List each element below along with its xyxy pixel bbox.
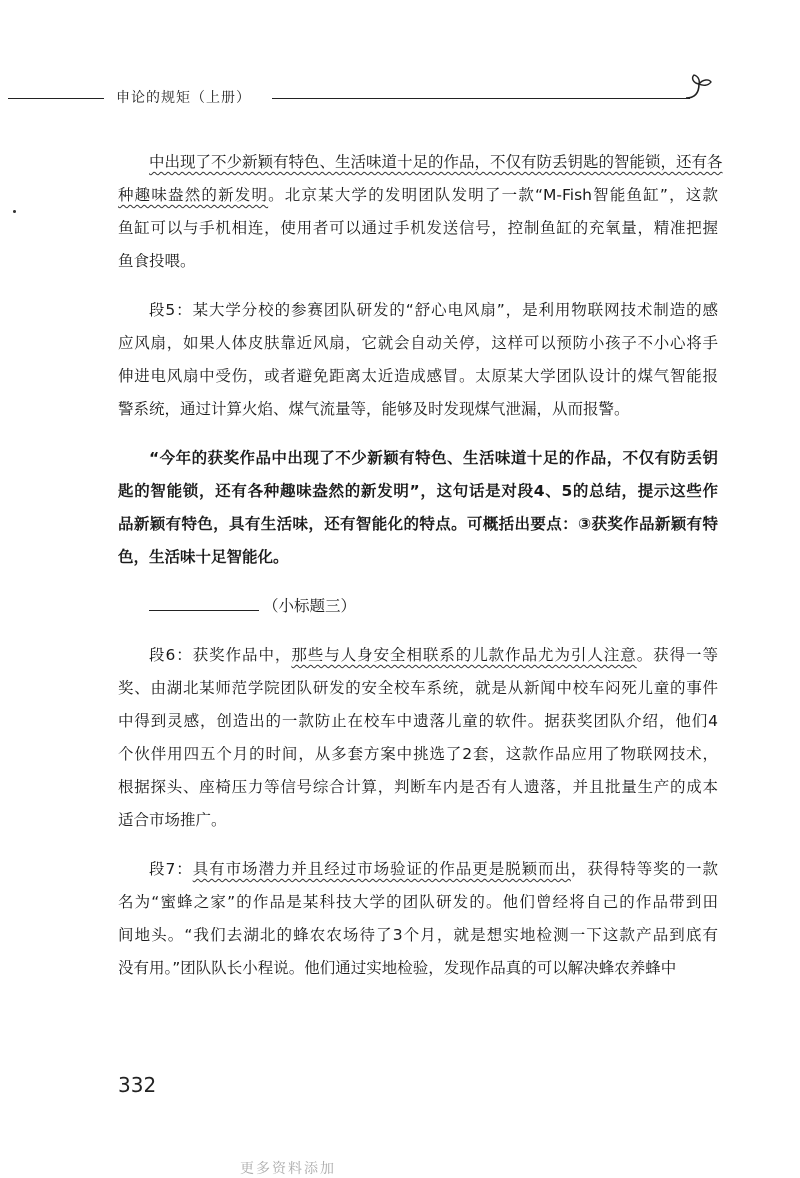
text-line	[118, 804, 718, 837]
text-line	[118, 442, 718, 475]
text-line	[118, 738, 718, 771]
paragraph-3-analysis	[118, 442, 718, 574]
scan-speck	[13, 210, 16, 213]
wavy-underlined-phrase: 种趣味盎然的新发明	[118, 186, 269, 204]
text-run: 中得到灵感，创造出的一款防止在校车中遗落儿童的软件。据获奖团队介绍，他们4	[118, 712, 718, 730]
text-run: 间地头。“我们去湖北的蜂农农场待了3个月，就是想实地检测一下这款产品到底有	[118, 926, 718, 944]
sprout-ornament-icon	[682, 70, 716, 104]
text-run: 个伙伴用四五个月的时间，从多套方案中挑选了2套，这款作品应用了物联网技术，	[118, 745, 718, 763]
text-line	[118, 212, 718, 245]
text-line	[118, 508, 718, 541]
header-rule-right	[272, 98, 690, 99]
text-run: 段5：某大学分校的参赛团队研发的“舒心电风扇”，是利用物联网技术制造的感	[149, 301, 718, 319]
bold-text: 匙的智能锁，还有各种趣味盎然的新发明”，这句话是对段4、5的总结，提示这些作	[118, 482, 718, 500]
paragraph-5	[118, 853, 718, 985]
wavy-underlined-phrase: 中出现了不少新颖有特色、生活味道十足的作品，不仅有防丢钥匙的智能锁，还有各	[149, 153, 723, 171]
text-run: 段6：获奖作品中，	[149, 646, 292, 664]
text-run: 警系统，通过计算火焰、煤气流量等，能够及时发现煤气泄漏，从而报警。	[118, 400, 630, 418]
text-line	[118, 475, 718, 508]
text-run: 鱼食投喂。	[118, 252, 196, 270]
text-run: 根据探头、座椅压力等信号综合计算，判断车内是否有人遗落，并且批量生产的成本	[118, 778, 718, 796]
text-line	[118, 886, 718, 919]
text-line	[118, 179, 718, 212]
text-run: 鱼缸可以与手机相连，使用者可以通过手机发送信号，控制鱼缸的充氧量，精准把握	[118, 219, 718, 237]
body-text	[118, 146, 723, 985]
subtitle-blank-line	[118, 590, 718, 623]
text-line	[118, 541, 718, 574]
text-line	[118, 360, 718, 393]
footer-watermark: 更多资料添加	[240, 1161, 336, 1177]
paragraph-1	[118, 146, 723, 278]
running-header	[0, 70, 800, 110]
text-line	[118, 327, 718, 360]
text-line	[118, 393, 718, 426]
paragraph-4	[118, 639, 718, 837]
bold-text: 品新颖有特色，具有生活味，还有智能化的特点。可概括出要点：③获奖作品新颖有特	[118, 515, 718, 533]
text-run: ，获得特等奖的一款	[570, 860, 718, 878]
header-rule-left	[8, 98, 104, 99]
text-line	[118, 919, 718, 952]
text-run: 适合市场推广。	[118, 811, 227, 829]
text-line	[118, 771, 718, 804]
page-number: 332	[118, 1073, 157, 1097]
text-run: 。北京某大学的发明团队发明了一款“M-Fish智能鱼缸”，这款	[268, 186, 718, 204]
bold-text: “今年的获奖作品中出现了不少新颖有特色、生活味道十足的作品，不仅有防丢钥	[149, 449, 718, 467]
text-line	[118, 672, 718, 705]
text-run: 没有用。”团队队长小程说。他们通过实地检验，发现作品真的可以解决蜂农养蜂中	[118, 959, 677, 977]
paragraph-2	[118, 294, 718, 426]
header-title: 申论的规矩（上册）	[116, 90, 251, 106]
wavy-underlined-phrase: 那些与人身安全相联系的儿款作品尤为引人注意	[291, 646, 637, 664]
text-run: 奖、由湖北某师范学院团队研发的安全校车系统，就是从新闻中校车闷死儿童的事件	[118, 679, 718, 697]
text-line	[118, 245, 718, 278]
text-line	[118, 146, 723, 179]
wavy-underlined-phrase: 具有市场潜力并且经过市场验证的作品更是脱颖而出	[192, 860, 571, 878]
text-line	[118, 294, 718, 327]
fill-in-blank	[149, 592, 259, 611]
text-run: 伸进电风扇中受伤，或者避免距离太近造成感冒。太原某大学团队设计的煤气智能报	[118, 367, 718, 385]
text-run: 应风扇，如果人体皮肤靠近风扇，它就会自动关停，这样可以预防小孩子不小心将手	[118, 334, 718, 352]
text-run: 。获得一等	[636, 646, 718, 664]
text-line	[118, 952, 718, 985]
text-line	[118, 705, 718, 738]
text-line	[118, 853, 718, 886]
text-line	[118, 639, 718, 672]
bold-text: 色，生活味十足智能化。	[118, 548, 289, 566]
text-run: 段7：	[149, 860, 193, 878]
text-run: 名为“蜜蜂之家”的作品是某科技大学的团队研发的。他们曾经将自己的作品带到田	[118, 893, 718, 911]
subtitle-label: （小标题三）	[263, 597, 357, 615]
